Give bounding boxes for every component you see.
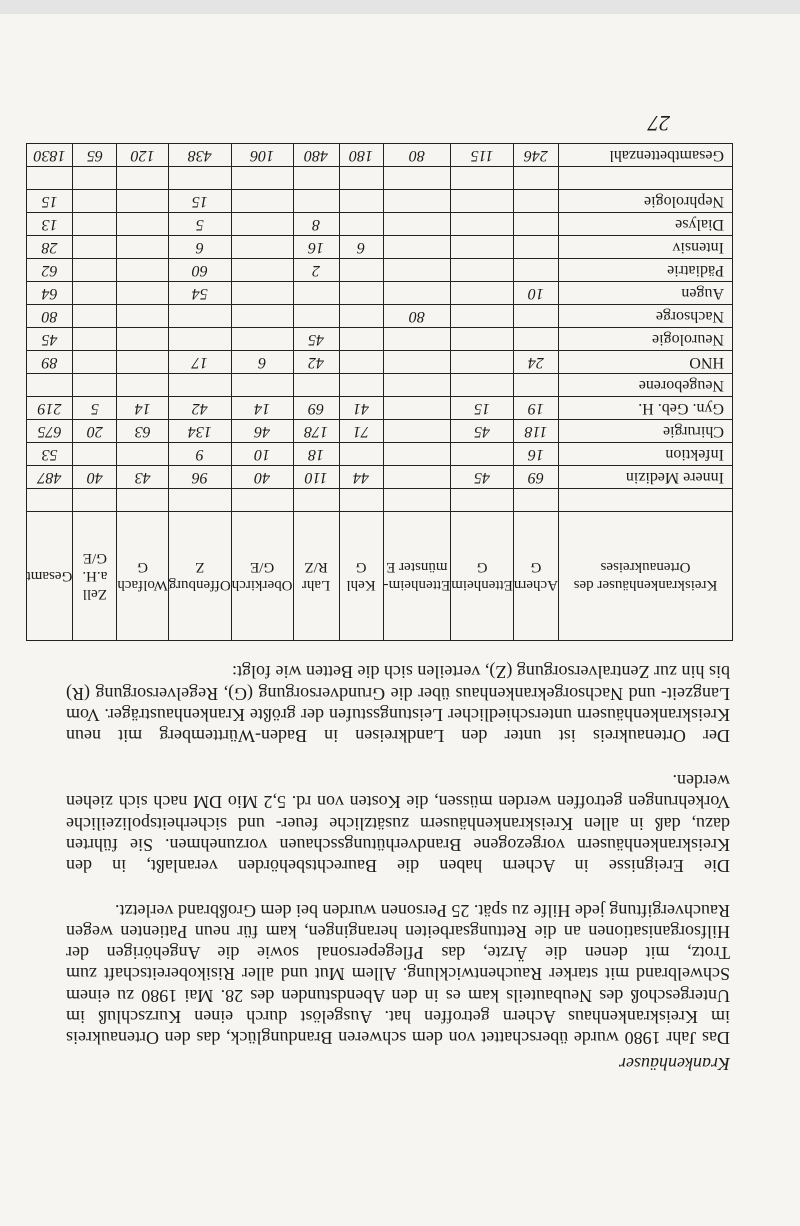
table-cell xyxy=(513,489,558,512)
table-cell xyxy=(451,351,514,374)
table-cell xyxy=(168,489,231,512)
table-cell: 15 xyxy=(451,397,514,420)
row-label: Gesamtbettenzahl xyxy=(559,144,733,167)
table-cell xyxy=(339,351,383,374)
table-cell xyxy=(73,351,117,374)
table-row xyxy=(26,305,732,328)
table-cell: 53 xyxy=(26,443,73,466)
table-cell: 13 xyxy=(26,213,73,236)
row-label: HNO xyxy=(559,351,733,374)
table-cell xyxy=(26,374,73,397)
table-cell xyxy=(73,167,117,190)
table-cell: 1830 xyxy=(26,144,73,167)
row-label xyxy=(559,167,733,190)
table-cell xyxy=(73,374,117,397)
table-cell: 45 xyxy=(451,466,514,489)
table-cell xyxy=(117,305,168,328)
table-cell: 45 xyxy=(293,328,339,351)
table-cell xyxy=(513,236,558,259)
table-cell xyxy=(383,236,451,259)
table-cell: 71 xyxy=(339,420,383,443)
column-header: Ettenheim-münster E xyxy=(383,512,451,641)
table-cell xyxy=(451,489,514,512)
row-label: Infektion xyxy=(559,443,733,466)
table-cell: 9 xyxy=(168,443,231,466)
row-label: Chirurgie xyxy=(559,420,733,443)
table-cell xyxy=(73,259,117,282)
table-cell xyxy=(231,374,293,397)
table-cell xyxy=(513,213,558,236)
row-label: Innere Medizin xyxy=(559,466,733,489)
table-cell: 115 xyxy=(451,144,514,167)
table-cell xyxy=(117,167,168,190)
table-cell: 8 xyxy=(293,213,339,236)
table-cell: 46 xyxy=(231,420,293,443)
table-cell xyxy=(117,236,168,259)
row-label: Gyn. Geb. H. xyxy=(559,397,733,420)
table-cell: 134 xyxy=(168,420,231,443)
table-cell xyxy=(383,466,451,489)
table-row xyxy=(26,420,732,443)
table-cell xyxy=(117,351,168,374)
table-cell: 40 xyxy=(73,466,117,489)
table-cell: 44 xyxy=(339,466,383,489)
table-row xyxy=(26,213,732,236)
table-cell xyxy=(231,259,293,282)
table-cell: 16 xyxy=(513,443,558,466)
table-cell xyxy=(451,282,514,305)
table-cell: 65 xyxy=(73,144,117,167)
table-cell xyxy=(513,328,558,351)
table-cell xyxy=(293,282,339,305)
scanned-book-page xyxy=(0,14,800,1226)
table-row xyxy=(26,167,732,190)
table-cell xyxy=(339,374,383,397)
table-cell xyxy=(293,190,339,213)
table-cell xyxy=(513,190,558,213)
table-cell xyxy=(339,282,383,305)
table-cell: 110 xyxy=(293,466,339,489)
table-cell: 69 xyxy=(293,397,339,420)
table-cell xyxy=(73,190,117,213)
table-cell: 15 xyxy=(26,190,73,213)
table-cell: 64 xyxy=(26,282,73,305)
table-cell: 80 xyxy=(26,305,73,328)
table-cell: 6 xyxy=(339,236,383,259)
table-cell: 14 xyxy=(231,397,293,420)
table-cell xyxy=(73,213,117,236)
table-cell: 180 xyxy=(339,144,383,167)
table-row xyxy=(26,374,732,397)
table-cell: 19 xyxy=(513,397,558,420)
table-cell: 20 xyxy=(73,420,117,443)
table-cell xyxy=(513,374,558,397)
table-cell: 10 xyxy=(513,282,558,305)
table-cell: 62 xyxy=(26,259,73,282)
table-cell xyxy=(117,374,168,397)
column-header: Gesamt xyxy=(26,512,73,641)
row-label: Augen xyxy=(559,282,733,305)
table-cell xyxy=(451,190,514,213)
table-cell xyxy=(513,305,558,328)
table-cell: 438 xyxy=(168,144,231,167)
table-cell xyxy=(513,167,558,190)
table-cell xyxy=(293,305,339,328)
table-cell: 89 xyxy=(26,351,73,374)
table-cell xyxy=(451,374,514,397)
table-cell xyxy=(73,305,117,328)
table-cell: 80 xyxy=(383,305,451,328)
table-cell xyxy=(73,443,117,466)
table-cell xyxy=(383,351,451,374)
table-cell xyxy=(117,282,168,305)
table-cell: 80 xyxy=(383,144,451,167)
table-cell xyxy=(451,167,514,190)
table-cell xyxy=(168,167,231,190)
corner-header: Kreiskrankenhäuser des Ortenaukreises xyxy=(559,512,733,641)
table-cell xyxy=(231,190,293,213)
paragraph-fire: Das Jahr 1980 wurde überschattet von dem schweren Brandunglück, das den Ortenaukreis im Kreiskrankenhaus Achern getroffen hat. Ausgelöst durch einen Kurzschluß im Untergeschoß des Neubauteils kam es in den Abendstunden des 28. Mai 1980 zu einem Schwelbrand mit starker Rauchentwicklung. Allem Mut und aller Risikobereitschaft zum Trotz, mit denen die Ärzte, das Pflegepersonal sowie die Angehörigen der Hilfsorganisationen an die Rettungsarbeiten herangingen, kam für neun Patienten wegen Rauchvergiftung jede Hilfe zu spät. 25 Personen wurden bei dem Großbrand verletzt. xyxy=(66,900,730,1048)
table-cell xyxy=(73,236,117,259)
table-cell xyxy=(26,489,73,512)
table-cell xyxy=(513,259,558,282)
table-cell: 42 xyxy=(168,397,231,420)
table-cell xyxy=(293,489,339,512)
paragraph-inspections: Die Ereignisse in Achern haben die Baurechtsbehörden veranlaßt, in den Kreiskrankenhäusern vorgezogene Brandverhütungsschauen vorzunehmen. Sie führten dazu, daß in allen Kreiskrankenhäusern zusätzliche feuer- und sicherheitspolizeiliche Vorkehrungen getroffen werden müssen, die Kosten von rd. 5,2 Mio DM nach sich ziehen werden. xyxy=(66,771,730,876)
table-cell: 6 xyxy=(168,236,231,259)
table-cell xyxy=(383,443,451,466)
table-cell xyxy=(451,259,514,282)
table-cell: 18 xyxy=(293,443,339,466)
table-cell: 16 xyxy=(293,236,339,259)
table-cell: 675 xyxy=(26,420,73,443)
table-cell xyxy=(339,443,383,466)
table-cell xyxy=(26,167,73,190)
table-cell: 15 xyxy=(168,190,231,213)
page-number: 27 xyxy=(648,111,670,136)
table-cell xyxy=(117,190,168,213)
table-cell: 246 xyxy=(513,144,558,167)
table-cell: 28 xyxy=(26,236,73,259)
row-label: Intensiv xyxy=(559,236,733,259)
table-cell: 6 xyxy=(231,351,293,374)
column-header: Achern G xyxy=(513,512,558,641)
table-cell xyxy=(339,305,383,328)
table-row xyxy=(26,489,732,512)
table-cell: 10 xyxy=(231,443,293,466)
row-label: Nachsorge xyxy=(559,305,733,328)
table-cell xyxy=(451,236,514,259)
paragraph-hospitals: Der Ortenaukreis ist unter den Landkreisen in Baden-Württemberg mit neun Kreiskrankenhäusern unterschiedlicher Leistungsstufen der größte Krankenhausträger. Vom Langzeit- und Nachsorgekrankenhaus über die Grundversorgung (G), Regelversorgung (R) bis hin zur Zentralversorgung (Z), verteilen sich die Betten wie folgt: xyxy=(66,662,730,746)
table-cell xyxy=(451,305,514,328)
row-label: Dialyse xyxy=(559,213,733,236)
table-cell xyxy=(73,328,117,351)
table-cell: 2 xyxy=(293,259,339,282)
table-cell xyxy=(168,305,231,328)
table-cell xyxy=(117,489,168,512)
table-cell xyxy=(231,489,293,512)
table-row xyxy=(26,190,732,213)
table-cell xyxy=(231,236,293,259)
column-header: Zell a.H. G/E xyxy=(73,512,117,641)
table-cell xyxy=(117,259,168,282)
table-cell: 45 xyxy=(451,420,514,443)
table-cell: 40 xyxy=(231,466,293,489)
table-cell: 60 xyxy=(168,259,231,282)
table-cell xyxy=(383,397,451,420)
table-row xyxy=(26,282,732,305)
table-cell xyxy=(383,167,451,190)
table-cell xyxy=(383,213,451,236)
table-cell xyxy=(383,259,451,282)
table-cell: 5 xyxy=(168,213,231,236)
table-row xyxy=(26,144,732,167)
section-heading: Krankenhäuser xyxy=(619,1054,730,1074)
table-cell: 118 xyxy=(513,420,558,443)
table-cell xyxy=(231,167,293,190)
table-cell xyxy=(73,489,117,512)
column-header: Oberkirch G/E xyxy=(231,512,293,641)
column-header: Ettenheim G xyxy=(451,512,514,641)
table-cell: 106 xyxy=(231,144,293,167)
table-cell xyxy=(451,443,514,466)
table-cell xyxy=(383,489,451,512)
bed-distribution-table xyxy=(26,143,733,641)
table-row xyxy=(26,236,732,259)
table-cell xyxy=(383,282,451,305)
table-cell: 480 xyxy=(293,144,339,167)
table-cell xyxy=(73,282,117,305)
table-cell: 45 xyxy=(26,328,73,351)
row-label xyxy=(559,489,733,512)
table-cell xyxy=(383,190,451,213)
column-header: Wolfach G xyxy=(117,512,168,641)
table-cell xyxy=(231,305,293,328)
table-cell xyxy=(383,328,451,351)
row-label: Neurologie xyxy=(559,328,733,351)
table-cell xyxy=(168,328,231,351)
table-cell: 54 xyxy=(168,282,231,305)
table-cell xyxy=(339,213,383,236)
table-cell: 219 xyxy=(26,397,73,420)
table-cell: 42 xyxy=(293,351,339,374)
table-cell xyxy=(339,167,383,190)
row-label: Nephrologie xyxy=(559,190,733,213)
table-cell: 43 xyxy=(117,466,168,489)
table-row xyxy=(26,259,732,282)
table-cell xyxy=(339,328,383,351)
table-cell xyxy=(451,328,514,351)
table-cell: 17 xyxy=(168,351,231,374)
table-cell: 14 xyxy=(117,397,168,420)
table-cell: 120 xyxy=(117,144,168,167)
table-cell xyxy=(231,328,293,351)
table-cell xyxy=(339,259,383,282)
row-label: Pädiatrie xyxy=(559,259,733,282)
table-cell: 178 xyxy=(293,420,339,443)
table-cell xyxy=(339,190,383,213)
table-row xyxy=(26,466,732,489)
table-cell xyxy=(293,374,339,397)
table-cell xyxy=(451,213,514,236)
table-cell xyxy=(117,213,168,236)
table-cell: 63 xyxy=(117,420,168,443)
table-cell xyxy=(117,328,168,351)
table-cell xyxy=(231,213,293,236)
column-header: Lahr R/Z xyxy=(293,512,339,641)
table-cell xyxy=(339,489,383,512)
table-row xyxy=(26,443,732,466)
table-cell xyxy=(383,420,451,443)
table-cell: 24 xyxy=(513,351,558,374)
table-cell xyxy=(117,443,168,466)
table-cell xyxy=(231,282,293,305)
table-row xyxy=(26,397,732,420)
column-header: Offenburg Z xyxy=(168,512,231,641)
table-cell: 41 xyxy=(339,397,383,420)
table-cell: 487 xyxy=(26,466,73,489)
column-header: Kehl G xyxy=(339,512,383,641)
row-label: Neugeborene xyxy=(559,374,733,397)
table-row xyxy=(26,328,732,351)
table-cell xyxy=(293,167,339,190)
table-cell xyxy=(168,374,231,397)
table-cell: 69 xyxy=(513,466,558,489)
table-cell: 5 xyxy=(73,397,117,420)
table-row xyxy=(26,351,732,374)
table-cell xyxy=(383,374,451,397)
table-cell: 96 xyxy=(168,466,231,489)
